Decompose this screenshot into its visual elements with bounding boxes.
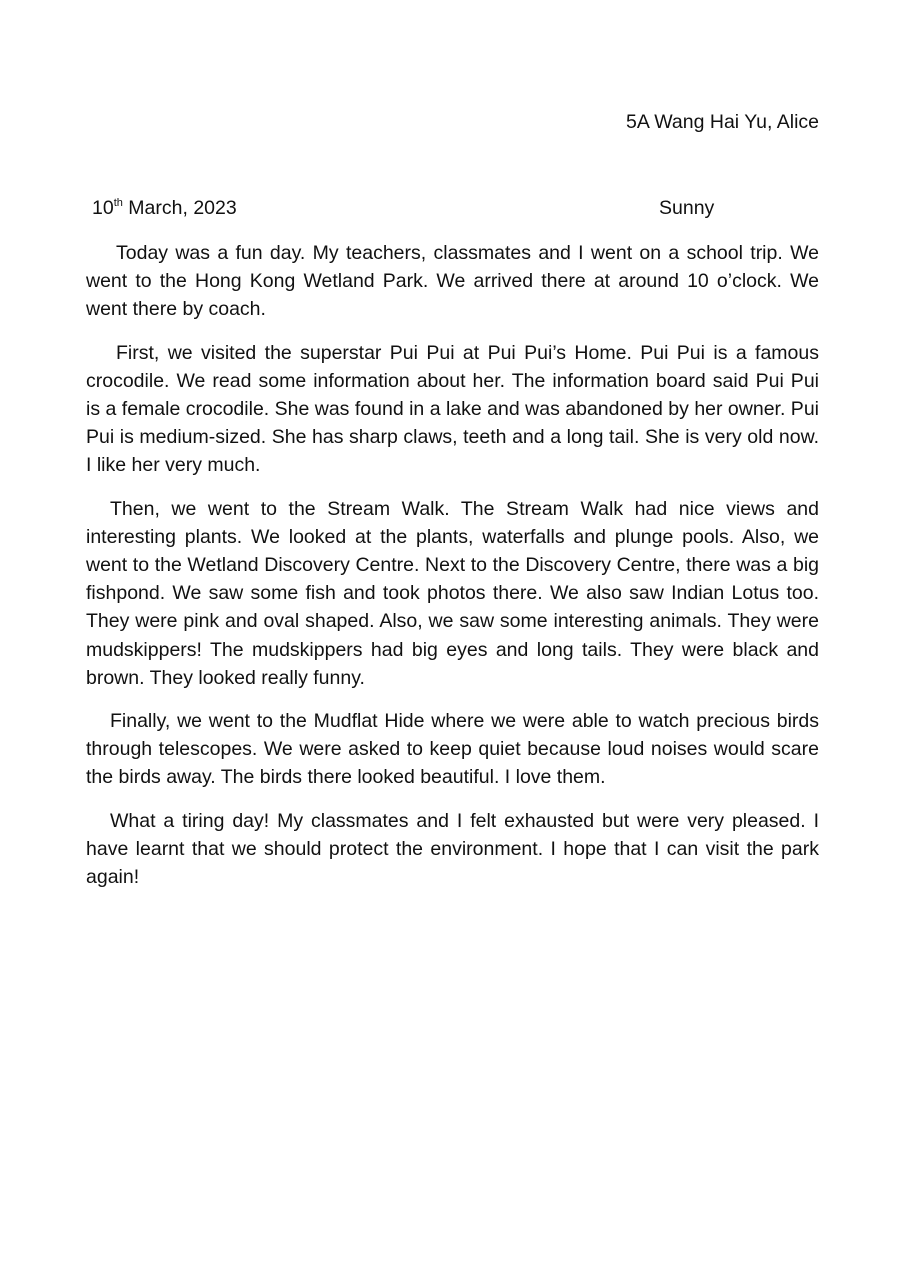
date-suffix: th — [113, 196, 123, 209]
paragraph-2: First, we visited the superstar Pui Pui at Pui Pui’s Home. Pui Pui is a famous crocodile. We read some information about her. The information board said Pui Pui is a female crocodile. She was found in a lake and was abandoned by her owner. Pui Pui is medium-sized. She has sharp claws, teeth and a long tail. She is very old now. I like her very much. — [86, 341, 819, 477]
paragraph-5: What a tiring day! My classmates and I felt exhausted but were very pleased. I have learnt that we should protect the environment. I hope that I can visit the park again! — [86, 809, 819, 889]
date-day: 10 — [92, 197, 114, 219]
diary-body — [86, 239, 819, 906]
paragraph-4: Finally, we went to the Mudflat Hide where we were able to watch precious birds through telescopes. We were asked to keep quiet because loud noises would scare the birds away. The birds there looked beautiful. I love them. — [86, 710, 819, 789]
weather-label: Sunny — [659, 197, 715, 219]
paragraph-1: Today was a fun day. My teachers, classmates and I went on a school trip. We went to the Hong Kong Wetland Park. We arrived there at around 10 o’clock. We went there by coach. — [86, 242, 819, 321]
diary-date — [92, 196, 237, 220]
date-month-year: March, 2023 — [122, 197, 237, 219]
author-name: 5A Wang Hai Yu, Alice — [626, 111, 819, 133]
paragraph-3: Then, we went to the Stream Walk. The Stream Walk had nice views and interesting plants. We looked at the plants, waterfalls and plunge pools. Also, we went to the Wetland Discovery Centre. Next to the Discovery Centre, there was a big fishpond. We saw some fish and took photos there. We also saw Indian Lotus too. They were pink and oval shaped. Also, we saw some interesting animals. They were mudskippers! The mudskippers had big eyes and long tails. They were black and brown. They looked really funny. — [86, 497, 819, 689]
